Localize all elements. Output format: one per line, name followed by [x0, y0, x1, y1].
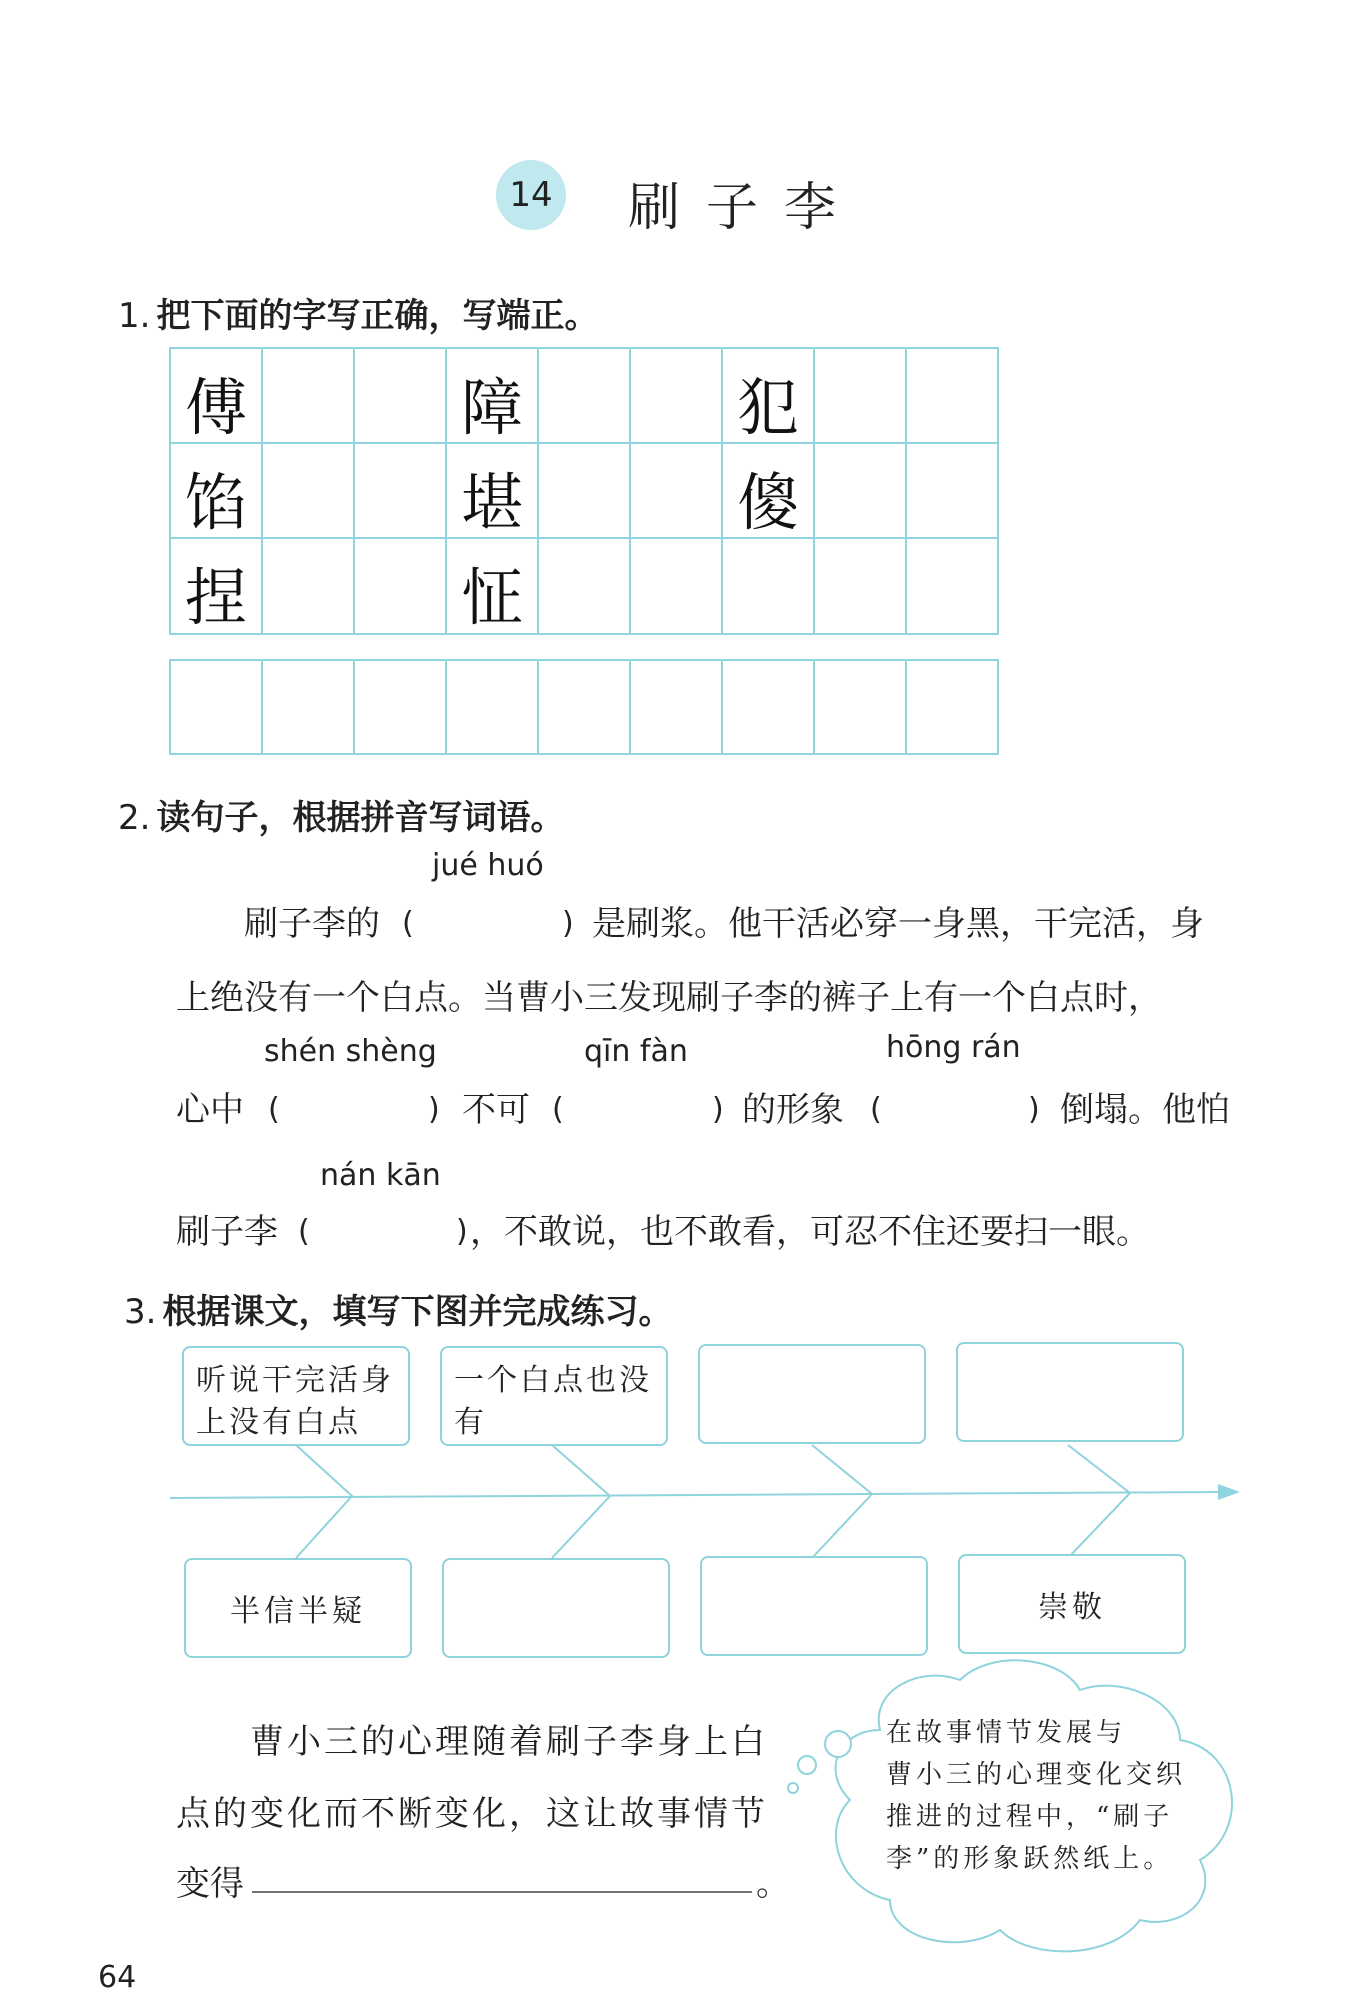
- fishbone-top-box[interactable]: [698, 1344, 926, 1444]
- grid-char: 馅: [184, 466, 247, 539]
- q2-heading: [118, 790, 564, 839]
- fishbone-top-box[interactable]: [956, 1342, 1184, 1442]
- paren-open: (: [298, 1214, 310, 1249]
- writing-grid-main: [170, 348, 998, 634]
- fishbone-lines: [170, 1445, 1220, 1558]
- paren-close: ): [456, 1214, 468, 1249]
- paren-open: (: [870, 1092, 882, 1127]
- grid-char: 傅: [184, 371, 247, 444]
- q3-heading: [124, 1284, 672, 1333]
- bubble-line: 在故事情节发展与: [886, 1718, 1127, 1748]
- sentence-text: 刷子李的: [244, 904, 380, 944]
- writing-grid-extra: [170, 660, 998, 754]
- q1-instruction: 把下面的字写正确，写端正。: [156, 296, 599, 336]
- pinyin-hint: shén shèng: [264, 1034, 437, 1069]
- box-text: 一个白点也没有: [454, 1363, 652, 1440]
- paren-open: (: [402, 906, 414, 941]
- sentence-text: 倒塌。他怕: [1060, 1090, 1230, 1130]
- sentence-text: 心中: [176, 1090, 244, 1130]
- sentence-text: 刷子李: [176, 1212, 278, 1252]
- fishbone-bottom-box[interactable]: [184, 1558, 412, 1658]
- q2-instruction: 读句子，根据拼音写词语。: [156, 798, 565, 838]
- box-text: [700, 1346, 924, 1370]
- fishbone-bottom-box[interactable]: [442, 1558, 670, 1658]
- paren-close: ): [428, 1092, 440, 1127]
- fishbone-bottom-box[interactable]: [700, 1556, 928, 1656]
- pinyin-hint: qīn fàn: [584, 1034, 688, 1069]
- q3-number: 3.: [124, 1292, 157, 1332]
- grid-char: 怔: [460, 561, 523, 634]
- paragraph-end: 。: [756, 1864, 790, 1904]
- grid-char: 傻: [736, 466, 799, 539]
- q3-instruction: 根据课文，填写下图并完成练习。: [162, 1292, 673, 1332]
- bubble-line: 推进的过程中，“刷子: [886, 1802, 1174, 1832]
- q2-number: 2.: [118, 798, 151, 838]
- pinyin-hint: jué huó: [432, 848, 544, 883]
- sentence-text: 不可: [462, 1090, 530, 1130]
- paren-open: (: [552, 1092, 564, 1127]
- bubble-line: 李”的形象跃然纸上。: [886, 1844, 1174, 1874]
- paren-close: ): [1028, 1092, 1040, 1127]
- sentence-text: 是刷浆。他干活必穿一身黑，干完活，身: [592, 904, 1204, 944]
- box-text: 听说干完活身上没有白点: [196, 1363, 394, 1440]
- sentence-text: 上绝没有一个白点。当曹小三发现刷子李的裤子上有一个白点时，: [176, 978, 1162, 1018]
- paren-close: ): [562, 906, 574, 941]
- box-text: 崇敬: [1038, 1590, 1106, 1625]
- arrow-head: [1218, 1484, 1240, 1500]
- paragraph-line: 曹小三的心理随着刷子李身上白: [250, 1722, 768, 1762]
- fishbone-bottom-box[interactable]: [958, 1554, 1186, 1654]
- pinyin-hint: hōng rán: [886, 1030, 1021, 1065]
- grid-char: 障: [460, 371, 523, 444]
- grid-char: 犯: [736, 371, 799, 444]
- bubble-line: 曹小三的心理变化交织: [886, 1760, 1187, 1790]
- pinyin-hint: nán kān: [320, 1158, 441, 1193]
- paren-open: (: [268, 1092, 280, 1127]
- fishbone-top-box[interactable]: [182, 1346, 410, 1446]
- box-text: [958, 1344, 1182, 1368]
- sentence-text: 的形象: [742, 1090, 844, 1130]
- page-number: 64: [98, 1960, 137, 1995]
- sentence-text: ，不敢说，也不敢看，可忍不住还要扫一眼。: [470, 1212, 1150, 1252]
- paragraph-line: 点的变化而不断变化，这让故事情节: [176, 1794, 768, 1834]
- paren-close: ): [712, 1092, 724, 1127]
- q1-number: 1.: [118, 296, 151, 336]
- grid-char: 捏: [184, 561, 247, 634]
- paragraph-line: 变得: [176, 1864, 244, 1904]
- fishbone-top-box[interactable]: [440, 1346, 668, 1446]
- grid-char: 堪: [460, 466, 523, 539]
- lesson-title: 刷子李: [628, 178, 863, 238]
- box-text: 半信半疑: [230, 1594, 366, 1629]
- lesson-number: 14: [509, 175, 553, 215]
